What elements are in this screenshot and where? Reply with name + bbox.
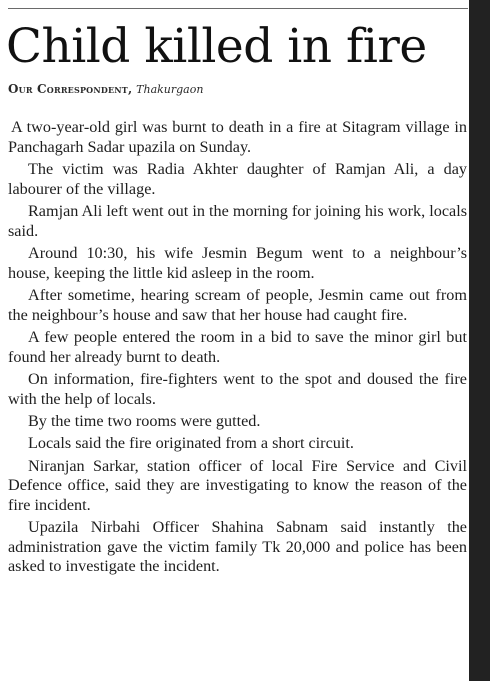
- byline-place: Thakurgaon: [136, 83, 204, 96]
- paragraph-5: After sometime, hearing scream of people, Jesmin came out from the neighbour’s house and saw that her house had caught fire.: [8, 285, 467, 324]
- paragraph-1: A two-year-old girl was burnt to death in a fire at Sitagram village in Panchagarh Sadar upazila on Sunday.: [8, 118, 467, 156]
- article-body: [8, 118, 467, 580]
- paragraph-10: Niranjan Sarkar, station officer of local Fire Service and Civil Defence office, said they are investigating to know the reason of the fire incident.: [8, 456, 467, 514]
- paragraph-11: Upazila Nirbahi Officer Shahina Sabnam said instantly the administration gave the victim family Tk 20,000 and police has been asked to investigate the incident.: [8, 518, 467, 576]
- headline: Child killed in fire: [6, 19, 427, 74]
- paragraph-4: Around 10:30, his wife Jesmin Begum went to a neighbour’s house, keeping the little kid asleep in the room.: [8, 243, 467, 282]
- page-edge-shadow: [469, 0, 490, 681]
- paragraph-6: A few people entered the room in a bid to save the minor girl but found her already burnt to death.: [8, 327, 467, 366]
- byline: [8, 81, 203, 98]
- paragraph-2: The victim was Radia Akhter daughter of Ramjan Ali, a day labourer of the village.: [8, 159, 467, 198]
- paragraph-9: Locals said the fire originated from a short circuit.: [28, 434, 354, 453]
- byline-author: Our Correspondent,: [8, 82, 133, 96]
- top-divider: [8, 8, 468, 9]
- paragraph-3: Ramjan Ali left went out in the morning for joining his work, locals said.: [8, 201, 467, 240]
- paragraph-8: By the time two rooms were gutted.: [28, 411, 261, 430]
- paragraph-7: On information, fire-fighters went to the spot and doused the fire with the help of locals.: [8, 369, 467, 408]
